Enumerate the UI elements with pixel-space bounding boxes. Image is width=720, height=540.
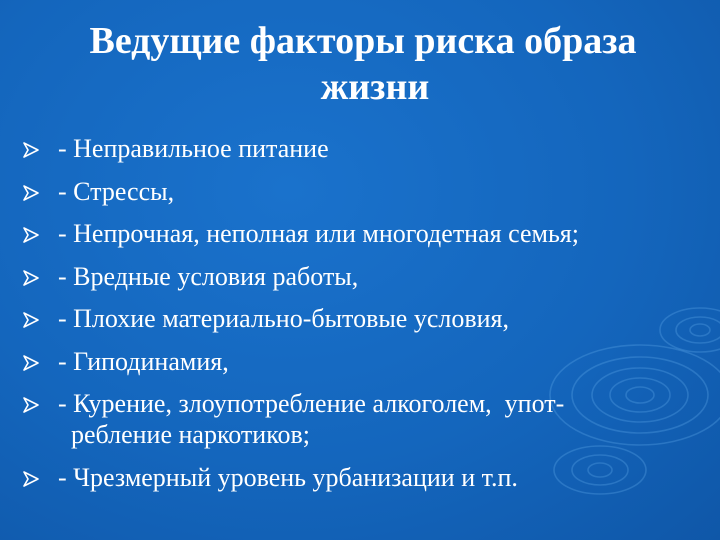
arrow-check-marker-icon [22, 354, 40, 372]
arrow-check-marker-icon [22, 141, 40, 159]
arrow-check-marker-icon [22, 470, 40, 488]
list-item-continuation: ребление наркотиков; [71, 420, 311, 449]
slide-title-line-1: Ведущие факторы риска образа [89, 20, 637, 62]
list-item-text: - Плохие материально-бытовые условия, [58, 304, 510, 333]
list-item-text: - Вредные условия работы, [58, 261, 359, 291]
list-item-text: - Неправильное питание [58, 134, 329, 163]
slide-title-line-2: жизни [320, 66, 430, 108]
arrow-check-marker-icon [22, 396, 40, 414]
list-item [22, 134, 712, 163]
arrow-check-marker-icon [22, 311, 40, 329]
arrow-check-marker-icon [22, 269, 40, 287]
list-item-text: - Непрочная, неполная или многодетная семья; [58, 219, 579, 248]
arrow-check-marker-icon [22, 226, 40, 244]
list-item-text: - Гиподинамия, [58, 346, 229, 376]
list-item [22, 262, 712, 291]
list-item-text: - Курение, злоупотребление алкоголем, упот- [58, 389, 565, 418]
list-item [22, 219, 712, 248]
list-item-text: - Чрезмерный уровень урбанизации и т.п. [58, 462, 518, 492]
list-item [22, 177, 712, 206]
list-item [22, 389, 712, 449]
list-item [22, 347, 712, 376]
arrow-check-marker-icon [22, 184, 40, 202]
risk-factor-list [22, 134, 712, 505]
slide-title [30, 18, 690, 110]
list-item [22, 304, 712, 333]
list-item [22, 463, 712, 492]
list-item-text: - Стрессы, [58, 176, 175, 206]
